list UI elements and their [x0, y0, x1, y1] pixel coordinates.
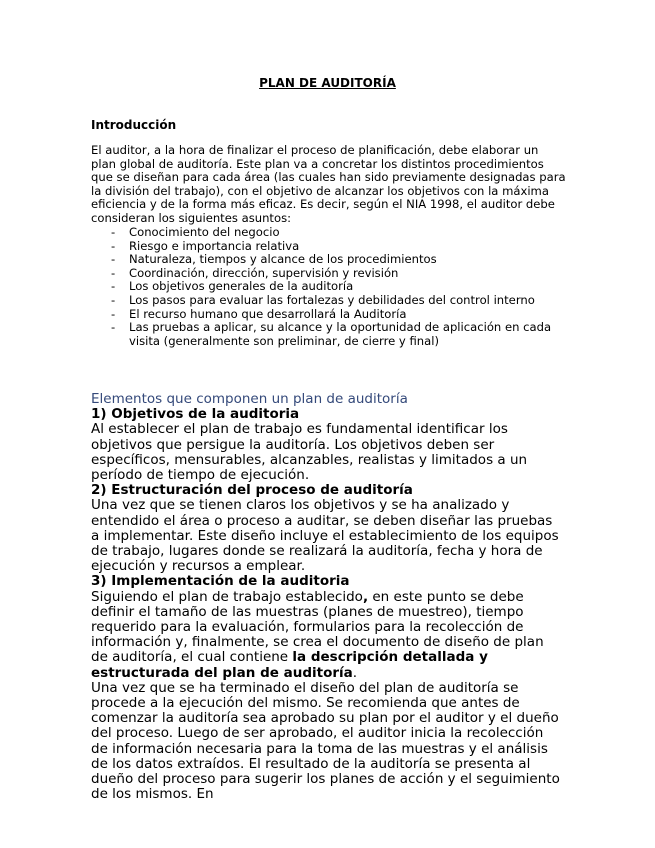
bullet-dash: -: [111, 292, 116, 307]
elements-heading: Elementos que componen un plan de auditoría: [91, 391, 408, 407]
implementation-text-end: .: [352, 664, 358, 681]
bullet-dash: -: [111, 265, 116, 280]
bullet-dash: -: [111, 252, 116, 267]
list-item-text: Conocimiento del negocio: [129, 225, 280, 239]
list-item: [91, 253, 571, 267]
bullet-dash: -: [111, 238, 116, 253]
structuring-text: Una vez que se tienen claros los objetivos y se ha analizado y entendido el área o proceso a auditar, se deben diseñar las pruebas a implementar. Este diseño incluye el establecimiento de los equipos de trabajo, lugares donde se realizará la auditoría, fecha y hora de ejecución y recursos a emplear.: [91, 497, 559, 575]
list-item: [91, 294, 571, 308]
list-item-text: Los objetivos generales de la auditoría: [129, 279, 354, 294]
page-title: PLAN DE AUDITORÍA: [259, 76, 396, 90]
list-item-text: Naturaleza, tiempos y alcance de los procedimientos: [129, 252, 437, 267]
list-item: [91, 321, 571, 348]
list-item: [91, 226, 571, 240]
list-item: [91, 308, 571, 322]
list-item: [91, 267, 571, 281]
objectives-heading: 1) Objetivos de la auditoria: [91, 406, 300, 423]
implementation-text: [91, 590, 561, 681]
bullet-dash: -: [111, 279, 116, 294]
list-item: [91, 240, 571, 254]
list-item-text: El recurso humano que desarrollará la Auditoría: [129, 306, 407, 321]
bullet-dash: -: [111, 225, 116, 239]
execution-text: Una vez que se ha terminado el diseño del plan de auditoría se procede a la ejecución del mismo. Se recomienda que antes de comenzar la auditoría sea aprobado su plan por el auditor y el dueño del proceso. Luego de ser aprobado, el auditor inicia la recolección de información necesaria para la toma de las muestras y el análisis de los datos extraídos. El resultado de la auditoría se presenta al dueño del proceso para sugerir los planes de acción y el seguimiento de los mismos. En: [91, 679, 560, 803]
objectives-text: Al establecer el plan de trabajo es fundamental identificar los objetivos que persigue la auditoría. Los objetivos deben ser específicos, mensurables, alcanzables, realistas y limitados a un período de tiempo de ejecución.: [91, 421, 528, 484]
intro-list: [91, 226, 571, 348]
list-item-text: Riesgo e importancia relativa: [129, 238, 300, 253]
intro-paragraph: El auditor, a la hora de finalizar el proceso de planificación, debe elaborar un plan global de auditoría. Este plan va a concretar los distintos procedimientos que se diseñan para cada área (las cuales han sido previamente designadas para la división del trabajo), con el objetivo de alcanzar los objetivos con la máxima eficiencia y de la forma más eficaz. Es decir, según el NIA 1998, el auditor debe consideran los siguientes asuntos:: [91, 143, 566, 225]
bullet-dash: -: [111, 306, 116, 321]
plan-elements-section: [91, 392, 561, 802]
implementation-heading: 3) Implementación de la auditoria: [91, 573, 350, 590]
intro-heading: Introducción: [91, 118, 177, 132]
list-item-text: Coordinación, dirección, supervisión y revisión: [129, 265, 399, 280]
implementation-text-start: Siguiendo el plan de trabajo establecido: [91, 588, 363, 605]
list-item-text: Los pasos para evaluar las fortalezas y debilidades del control interno: [129, 292, 535, 307]
implementation-comma: ,: [362, 588, 369, 605]
structuring-heading: 2) Estructuración del proceso de auditoría: [91, 482, 413, 499]
implementation-text-middle: en este punto se debe definir el tamaño de las muestras (planes de muestreo), tiempo requerido para la evaluación, formularios para la recolección de información y, finalmente, se crea el documento de diseño de plan de auditoría, el cual contiene: [91, 588, 544, 666]
list-item: [91, 280, 571, 294]
implementation-bold-phrase: la descripción detallada y estructurada del plan de auditoría: [91, 649, 488, 681]
list-item-text: Las pruebas a aplicar, su alcance y la oportunidad de aplicación en cada visita (generalmente son preliminar, de cierre y final): [129, 320, 552, 348]
bullet-dash: -: [111, 320, 116, 335]
